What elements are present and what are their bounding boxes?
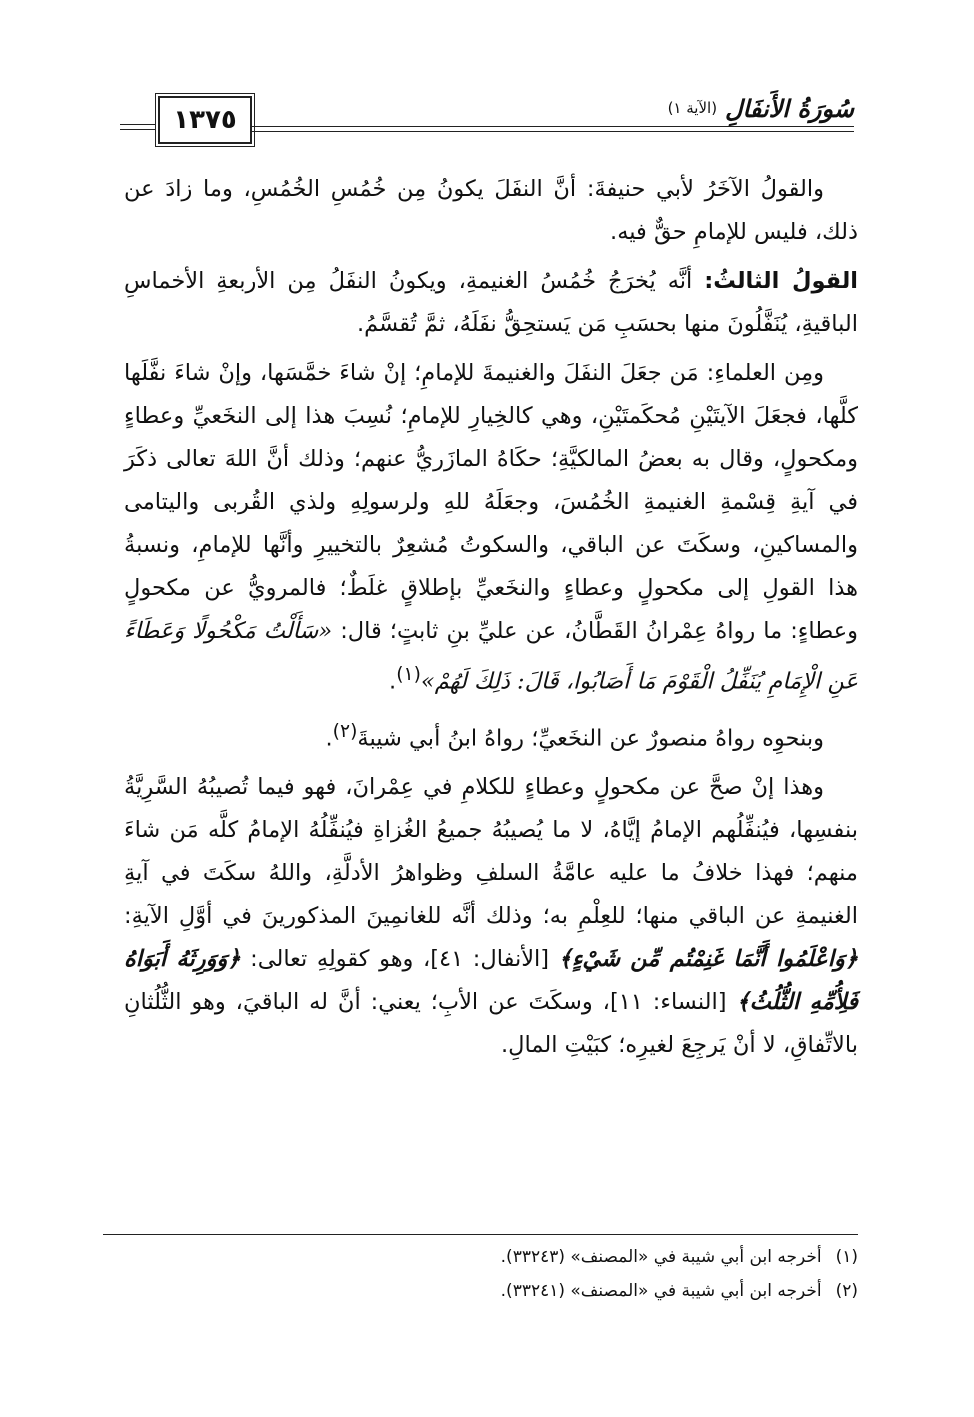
footnote — [124, 1274, 858, 1308]
header-rule — [250, 126, 854, 127]
page-number: ١٣٧٥ — [158, 96, 252, 144]
footnote-number: (١) — [835, 1247, 858, 1267]
footnote-ref[interactable]: (٢) — [332, 720, 358, 742]
surah-name: سُورَةُ الأَنفَالِ — [725, 93, 854, 123]
header-rule — [120, 124, 156, 125]
paragraph — [124, 766, 858, 1067]
paragraph — [124, 260, 858, 346]
punctuation: . — [325, 725, 333, 751]
paragraph-text: ومِن العلماءِ: مَن جعَلَ النفَلَ والغنيمةَ للإمامِ؛ إنْ شاءَ خمَّسَها، وإنْ شاءَ نفَّلَها كلَّها، فجعَلَ الآيتَيْنِ مُحكَمتَيْنِ، وهي كالخِيارِ للإمامِ؛ نُسِبَ هذا إلى النخَعيِّ وعطاءٍ ومكحولٍ، وقال به بعضُ المالكيَّةِ؛ حكَاهُ المازَريُّ عنهم؛ وذلك أنَّ اللهَ تعالى ذكَرَ في آيةِ قِسْمةِ الغنيمةِ الخُمُسَ، وجعَلَهُ للهِ ولرسولِهِ ولذي القُربى واليتامى والمساكينِ، وسكَتَ عن الباقي، والسكوتُ مُشعِرٌ بالتخييرِ وأنَّها للإمامِ، ونسبةُ هذا القولِ إلى مكحولٍ وعطاءٍ والنخَعيِّ بإطلاقٍ غلَطٌ؛ فالمرويُّ عن مكحولٍ وعطاءٍ: ما رواهُ عِمْرانُ القَطَّانُ، عن عليِّ بنِ ثابتٍ؛ قال: — [124, 360, 858, 644]
quran-verse: ﴿وَاعْلَمُوا أَنَّمَا غَنِمْتُم مِّن شَيْءٍ﴾ — [558, 946, 858, 972]
paragraph — [124, 352, 858, 704]
paragraph-text: وبنحوِه رواهُ منصورٌ عن النخَعيِّ؛ رواهُ ابنُ أبي شيبةَ — [357, 725, 824, 751]
verse-reference: [النساء: ١١] — [609, 989, 727, 1015]
running-head — [660, 92, 854, 124]
footnote-text: أخرجه ابن أبي شيبة في «المصنف» (٣٣٢٤١). — [500, 1281, 822, 1301]
paragraph-text: وهذا إنْ صحَّ عن مكحولٍ وعطاءٍ للكلامِ في عِمْرانَ، فهو فيما تُصيبُهُ السَّرِيَّةُ بنفسِها، فيُنفِّلُهم الإمامُ إيَّاهُ، لا ما يُصيبُهُ جميعُ الغُزاةِ فيُنفِّلُهُ الإمامُ كلَّه مَن شاءَ منهم؛ فهذا خلافُ ما عليه عامَّةُ السلفِ وظواهرُ الأدلَّةِ، واللهُ سكَتَ في آيةِ الغنيمةِ عن الباقي منها؛ للعِلْمِ به؛ وذلك أنَّه للغانمِينَ المذكورينَ في أوَّلِ الآيةِ: — [124, 774, 858, 929]
punctuation: . — [389, 668, 397, 695]
footnote-number: (٢) — [835, 1281, 858, 1301]
footnote-text: أخرجه ابن أبي شيبة في «المصنف» (٣٣٢٤٣). — [500, 1247, 822, 1267]
paragraph — [124, 710, 858, 761]
verse-reference: [الأنفال: ٤١] — [430, 946, 550, 972]
main-text — [124, 168, 858, 1073]
hadith-quote: «سَأَلْتُ مَكْحُولًا وَعَطَاءً عَنِ الْإِمَامِ يُنَفِّلُ الْقَوْمَ مَا أَصَابُوا، قَالَ: ذَلِكَ لَهُمْ» — [124, 618, 858, 695]
header-rule — [120, 129, 156, 130]
paragraph-text: أنَّه يُخرَجُ خُمُسُ الغنيمةِ، ويكونُ النفَلُ مِن الأربعةِ الأخماسِ الباقيةِ، يُنَفَّلُونَ منها بحسَبِ مَن يَستحِقُّ نفَلَهُ، ثمَّ تُقسَّمُ. — [124, 268, 858, 337]
paragraph-text: ، وسكَتَ عن الأبِ؛ يعني: أنَّ له الباقيَ، وهو الثُّلُثانِ بالاتِّفاقِ، لا أنْ يَرجِعَ لغيرِه؛ كبَيْتِ المالِ. — [124, 989, 858, 1058]
footnote-separator — [103, 1234, 858, 1235]
paragraph-text: ، وهو كقولِهِ تعالى: — [250, 946, 431, 972]
page-header — [120, 92, 854, 144]
section-lead: القولُ الثالثُ: — [704, 268, 858, 294]
paragraph — [124, 168, 858, 254]
footnote-ref[interactable]: (١) — [396, 664, 421, 685]
header-rule — [250, 131, 854, 132]
ayah-reference: (الآية ١) — [667, 99, 718, 117]
footnotes — [124, 1240, 858, 1308]
paragraph-text: والقولُ الآخَرُ لأبي حنيفةَ: أنَّ النفَلَ يكونُ مِن خُمُسِ الخُمُسِ، وما زادَ عن ذلك، فليس للإمامِ حقٌّ فيه. — [124, 176, 858, 245]
quran-verse: ﴿وَوَرِثَهُ أَبَوَاهُ فَلِأُمِّهِ الثُّلُثُ﴾ — [124, 946, 858, 1015]
footnote — [124, 1240, 858, 1274]
